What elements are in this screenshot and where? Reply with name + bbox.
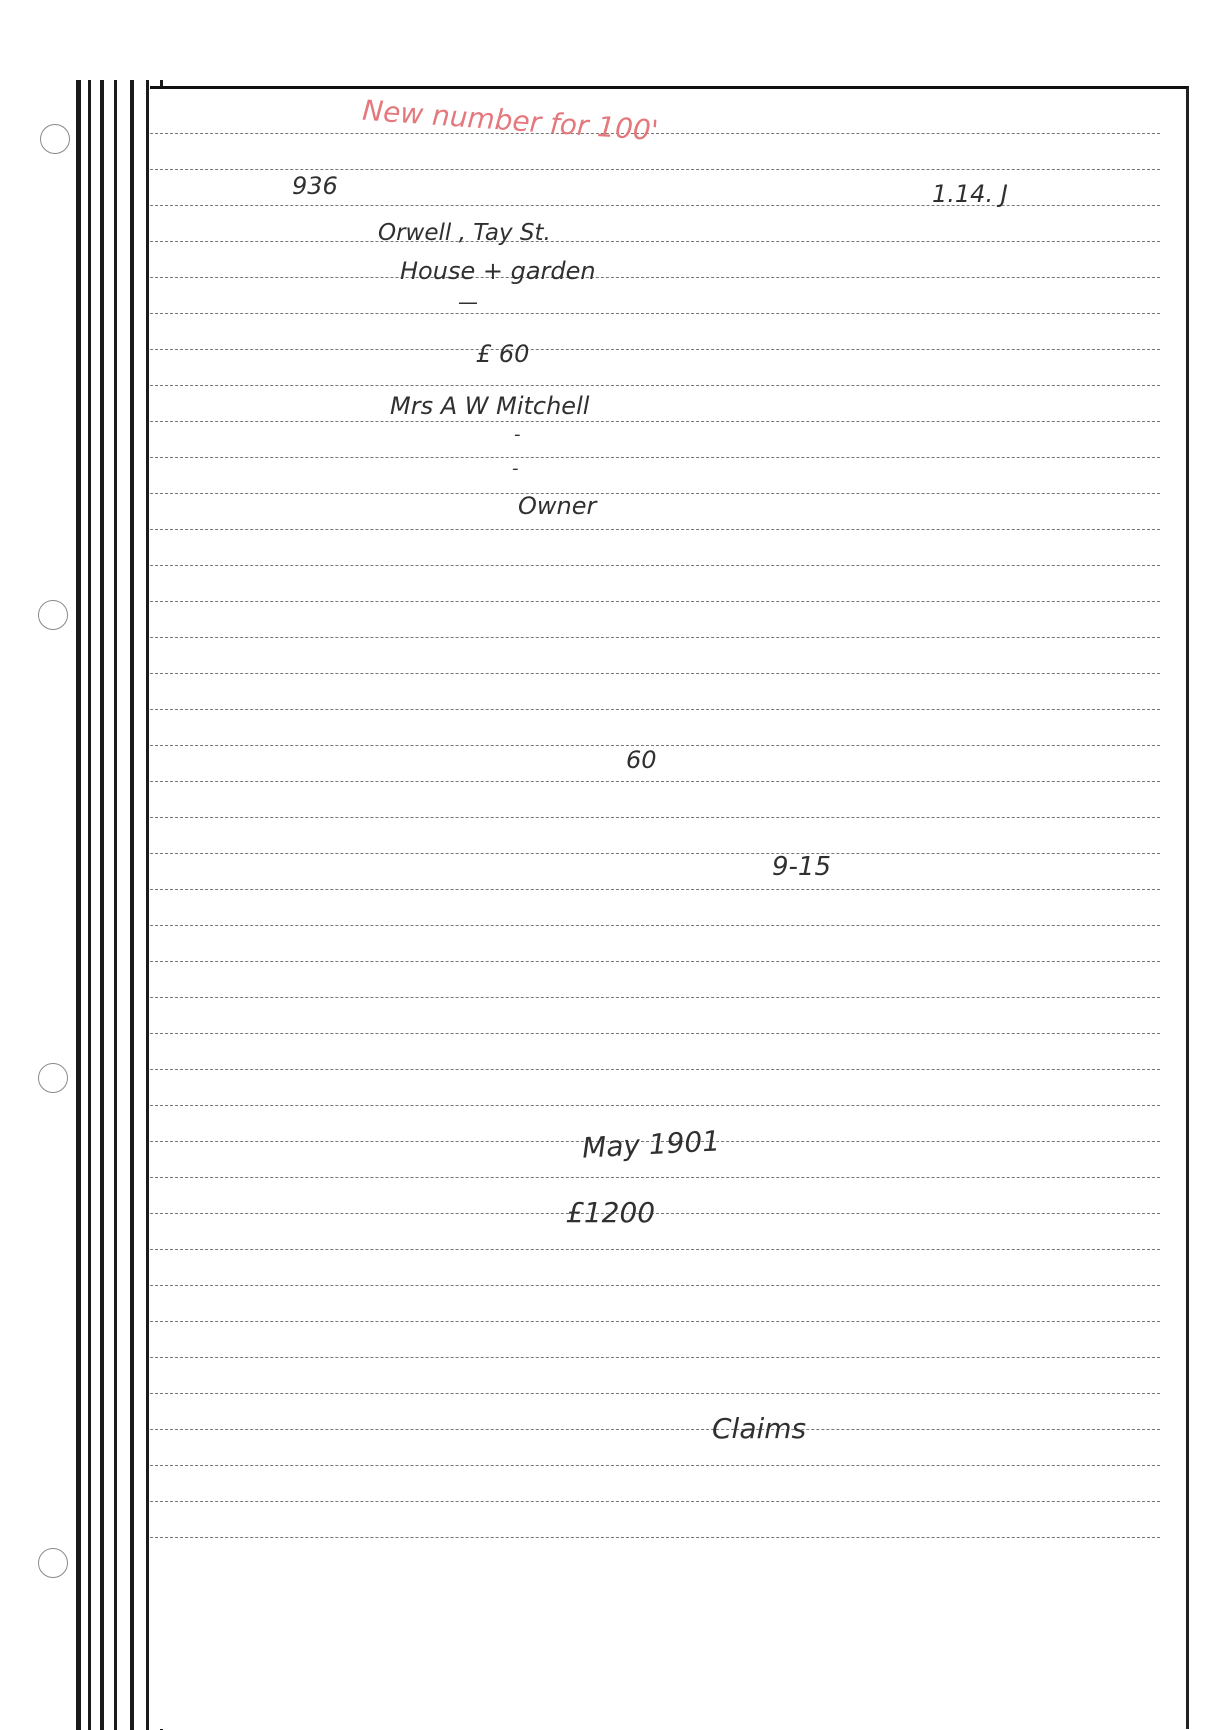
form-row-rule (150, 853, 1160, 854)
form-row-rule (150, 1105, 1160, 1106)
punch-hole (40, 124, 70, 154)
form-row-rule (150, 781, 1160, 782)
form-row-rule (150, 457, 1160, 458)
form-row-rule (150, 1321, 1160, 1322)
form-row-rule (150, 1393, 1160, 1394)
form-row-rule (150, 709, 1160, 710)
form-row-rule (150, 1465, 1160, 1466)
form-row-rule (150, 817, 1160, 818)
consideration-value: £1200 (566, 1196, 656, 1229)
form-row-rule (150, 493, 1160, 494)
valuation-form-page (150, 86, 1189, 1729)
tenant-value: - (514, 424, 521, 445)
yearly-rent-value: £ 60 (476, 340, 530, 368)
punch-hole (38, 1063, 68, 1093)
form-row-rule (150, 241, 1160, 242)
reference-no-value: 936 (292, 172, 338, 200)
form-row-rule (150, 961, 1160, 962)
form-row-rule (150, 1501, 1160, 1502)
form-row-rule (150, 889, 1160, 890)
site-value-deductions-value: Claims (712, 1412, 807, 1445)
form-row-rule (150, 601, 1160, 602)
form-row-rule (150, 1249, 1160, 1250)
form-row-rule (150, 1069, 1160, 1070)
form-row-rule (150, 1285, 1160, 1286)
form-row-rule (150, 349, 1160, 350)
extent-value: — (458, 290, 478, 314)
form-row-rule (150, 313, 1160, 314)
form-row-rule (150, 205, 1160, 206)
form-row-rule (150, 1357, 1160, 1358)
form-row-rule (150, 529, 1160, 530)
form-row-rule (150, 997, 1160, 998)
form-row-rule (150, 1033, 1160, 1034)
former-sales-dates-value: May 1901 (581, 1124, 721, 1165)
occupier-value: Mrs A W Mitchell (390, 392, 590, 420)
form-row-rule (150, 277, 1160, 278)
form-row-rule (150, 169, 1160, 170)
punch-hole (38, 1548, 68, 1578)
form-row-rule (150, 637, 1160, 638)
owner-value: - (512, 458, 519, 479)
form-row-rule (150, 565, 1160, 566)
actual-rent-value: 60 (626, 746, 657, 774)
form-row (150, 89, 152, 91)
form-row-rule (150, 421, 1160, 422)
header-annotation: New number for 100' (361, 93, 660, 148)
situation-value: Orwell , Tay St. (378, 220, 551, 246)
interest-of-owner-value: Owner (518, 492, 597, 520)
description-value: House + garden (400, 257, 596, 285)
form-row-rule (150, 673, 1160, 674)
feu-duty-value: 9-15 (772, 852, 832, 882)
form-row-rule (150, 385, 1160, 386)
form-row-rule (150, 1537, 1160, 1538)
form-row-rule (150, 925, 1160, 926)
form-row-rule (150, 1177, 1160, 1178)
punch-hole (38, 600, 68, 630)
map-no-value: 1.14. J (932, 180, 1008, 208)
form-row-rule (150, 1429, 1160, 1430)
